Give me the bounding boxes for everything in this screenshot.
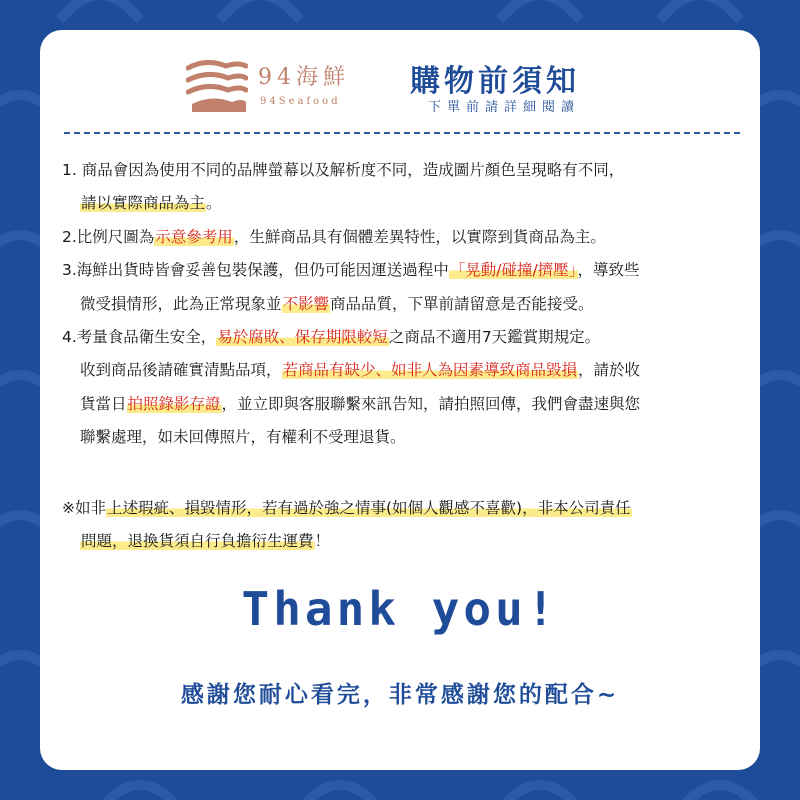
page-subtitle: 下單前請詳細閱讀: [428, 100, 581, 115]
fish-wave-logo-icon: [186, 60, 248, 116]
rule-text: 3.海鮮出貨時皆會妥善包裝保護，但仍可能因運送過程中: [62, 261, 449, 280]
thank-you-heading: Thank you!: [241, 582, 559, 636]
rule-line: [62, 388, 742, 421]
highlighted-text: 上述瑕疵、損毀情形，若有過於強之情事(如個人觀感不喜歡)，非本公司責任: [107, 499, 631, 517]
dashed-divider: [64, 132, 740, 134]
rule-line: [62, 187, 742, 220]
rule-item-3: [62, 254, 742, 321]
rule-text: ，導致些: [577, 261, 640, 280]
rule-text: 2.比例尺圖為: [62, 227, 155, 246]
highlighted-text: 易於腐敗、保存期限較短: [217, 328, 388, 347]
rule-line: [62, 288, 742, 321]
rule-text: 聯繫處理，如未回傳照片，有權利不受理退貨。: [80, 428, 406, 447]
highlighted-text: 問題，退換貨須自行負擔衍生運費: [81, 532, 314, 550]
brand-name-english: 94Seafood: [260, 96, 341, 107]
highlighted-text: 示意參考用: [155, 227, 233, 246]
rule-text: ，請於收: [578, 361, 641, 380]
rule-line: [62, 421, 742, 454]
rule-line: [62, 321, 742, 354]
notice-card: [40, 30, 760, 770]
rule-text: 4.考量食品衛生安全，: [62, 328, 217, 347]
highlighted-text: 若商品有缺少、如非人為因素導致商品毀損: [282, 361, 578, 380]
rule-line: [62, 492, 742, 525]
rule-text: 1. 商品會因為使用不同的品牌螢幕以及解析度不同，造成圖片顏色呈現略有不同，: [62, 161, 625, 179]
rule-line: [62, 525, 742, 558]
rule-text: ※如非: [62, 499, 106, 517]
rule-line: [62, 254, 742, 287]
rule-text: ！: [314, 532, 331, 550]
rule-item-2: [62, 221, 742, 254]
rule-item-4: [62, 321, 742, 455]
header: [40, 52, 760, 132]
thanks-message: 感謝您耐心看完，非常感謝您的配合~: [180, 682, 620, 708]
rule-text: ，生鮮商品具有個體差異特性，以實際到貨商品為主。: [233, 227, 606, 246]
rule-text: 貨當日: [80, 394, 127, 413]
rule-text: 微受損情形，此為正常現象並: [80, 294, 282, 313]
page-title: 購物前須知: [410, 64, 580, 99]
rule-text: 商品品質，下單前請留意是否能接受。: [330, 294, 594, 313]
rule-line: [62, 354, 742, 387]
rule-text: 。: [206, 194, 222, 213]
rule-text: 之商品不適用7天鑑賞期規定。: [388, 328, 601, 347]
highlighted-text: 「晃動/碰撞/擠壓」: [449, 261, 577, 280]
disclaimer-notice: [62, 492, 742, 558]
rule-item-1: [62, 154, 742, 221]
rule-line: [62, 221, 742, 254]
brand-name: 94海鮮: [258, 65, 350, 90]
rule-line: [62, 154, 742, 187]
highlighted-text: 請以實際商品為主: [81, 194, 206, 213]
highlighted-text: 拍照錄影存證: [127, 394, 221, 413]
highlighted-text: 不影響: [282, 294, 330, 313]
rule-text: ，並立即與客服聯繫來訊告知，請拍照回傳，我們會盡速與您: [221, 394, 641, 413]
rules-list: [62, 154, 742, 455]
rule-text: 收到商品後請確實清點品項，: [80, 361, 282, 380]
